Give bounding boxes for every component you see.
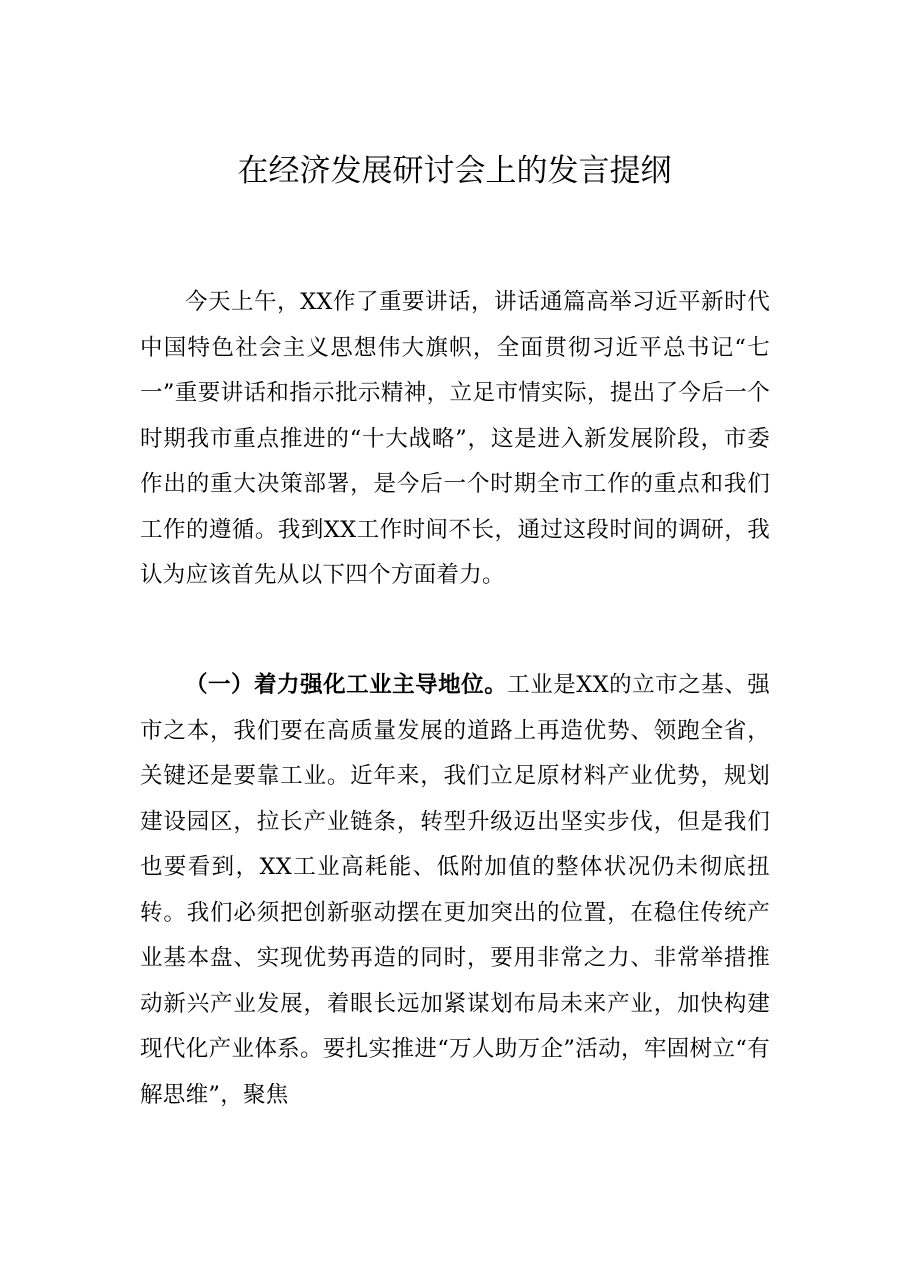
section-1-text: 工业是XX的立市之基、强市之本，我们要在高质量发展的道路上再造优势、领跑全省，关键还是要靠工业。近年来，我们立足原材料产业优势，规划建设园区，拉长产业链条，转型升级迈出坚实步伐，但是我们也要看到，XX工业高耗能、低附加值的整体状况仍未彻底扭转。我们必须把创新驱动摆在更加突出的位置，在稳住传统产业基本盘、实现优势再造的同时，要用非常之力、非常举措推动新兴产业发展，着眼长远加紧谋划布局未来产业，加快构建现代化产业体系。要扎实推进“万人助万企”活动，牢固树立“有解思维”，聚焦: [140, 672, 771, 1108]
document-title: 在经济发展研讨会上的发言提纲: [237, 153, 672, 189]
paragraph-intro-text: 今天上午，XX作了重要讲话，讲话通篇高举习近平新时代中国特色社会主义思想伟大旗帜，全面贯彻习近平总书记“七一”重要讲话和指示批示精神，立足市情实际，提出了今后一个时期我市重点推进的“十大战略”，这是进入新发展阶段，市委作出的重大决策部署，是今后一个时期全市工作的重点和我们工作的遵循。我到XX工作时间不长，通过这段时间的调研，我认为应该首先从以下四个方面着力。: [140, 289, 770, 588]
paragraph-intro: [140, 280, 770, 599]
section-1-heading: （一）着力强化工业主导地位。: [185, 672, 508, 698]
paragraph-section-1: [140, 663, 770, 1118]
